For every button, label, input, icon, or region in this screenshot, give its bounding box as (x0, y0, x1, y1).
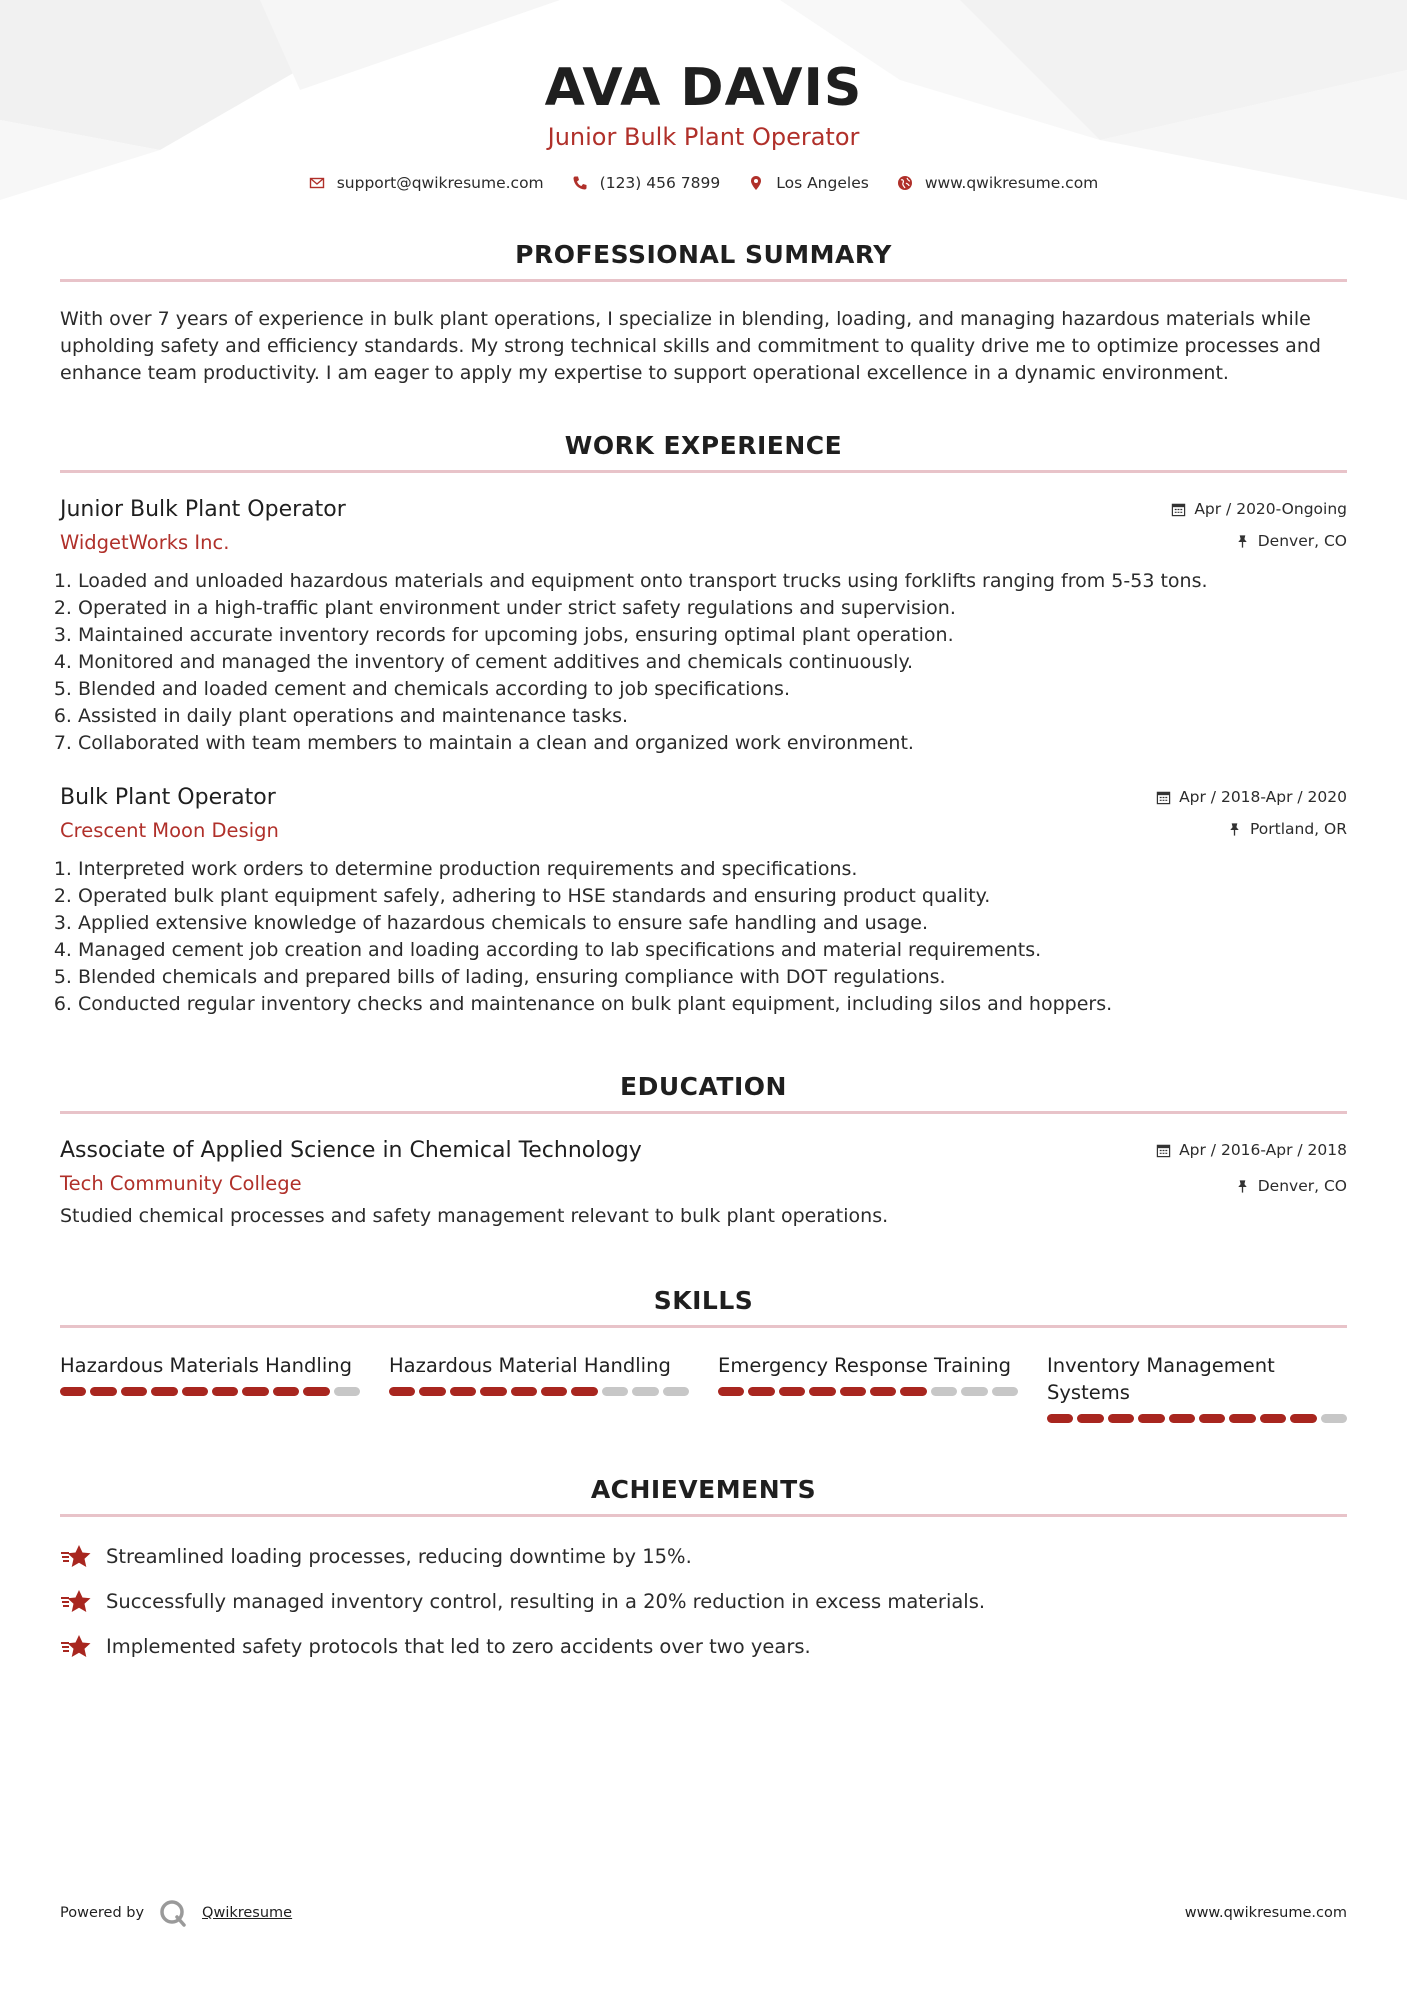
duty-item: 4. Managed cement job creation and loading according to lab specifications and material requirements. (78, 937, 1347, 964)
job-location: Denver, CO (1257, 532, 1347, 550)
contact-email[interactable] (309, 174, 544, 192)
job-entry (60, 495, 1347, 757)
skill-level-segment (748, 1387, 774, 1396)
skill-level-segment (992, 1387, 1018, 1396)
achievement-text: Streamlined loading processes, reducing downtime by 15%. (106, 1545, 692, 1568)
education-section (60, 1072, 1347, 1230)
skill-level-segment (1321, 1414, 1347, 1423)
skill-level-segment (1108, 1414, 1134, 1423)
skill-level-segment (1138, 1414, 1164, 1423)
calendar-icon (1171, 502, 1186, 517)
duty-item: 6. Conducted regular inventory checks and maintenance on bulk plant equipment, including silos and hoppers. (78, 991, 1347, 1018)
skill-level-segment (450, 1387, 476, 1396)
skill-level-segment (1169, 1414, 1195, 1423)
education-meta (1156, 1136, 1347, 1196)
star-icon (60, 1589, 92, 1615)
education-dates: Apr / 2016-Apr / 2018 (1179, 1141, 1347, 1159)
calendar-icon (1156, 790, 1171, 805)
job-duties (60, 568, 1347, 757)
job-title: Junior Bulk Plant Operator (60, 497, 346, 522)
email-text: support@qwikresume.com (336, 174, 544, 192)
education-entry (60, 1136, 1347, 1230)
website-text: www.qwikresume.com (924, 174, 1099, 192)
summary-section (60, 240, 1347, 387)
skill-name: Inventory Management Systems (1047, 1354, 1275, 1404)
contact-location (748, 174, 869, 192)
skill-level-segment (961, 1387, 987, 1396)
candidate-title: Junior Bulk Plant Operator (547, 123, 860, 151)
school-name: Tech Community College (60, 1172, 302, 1195)
powered-by-label: Powered by (60, 1905, 145, 1921)
achievement-item (60, 1543, 1347, 1571)
star-icon (60, 1634, 92, 1660)
duty-item: 1. Interpreted work orders to determine production requirements and specifications. (78, 856, 1347, 883)
achievements-section (60, 1475, 1347, 1661)
experience-heading: WORK EXPERIENCE (60, 431, 1347, 473)
skill-level-segment (182, 1387, 208, 1396)
skill-level-segment (1260, 1414, 1286, 1423)
duty-item: 3. Maintained accurate inventory records for upcoming jobs, ensuring optimal plant operation. (78, 622, 1347, 649)
skill-name: Hazardous Materials Handling (60, 1354, 352, 1377)
duty-item: 6. Assisted in daily plant operations and maintenance tasks. (78, 703, 1347, 730)
job-dates: Apr / 2018-Apr / 2020 (1179, 788, 1347, 806)
duty-item: 5. Blended and loaded cement and chemicals according to job specifications. (78, 676, 1347, 703)
job-title: Bulk Plant Operator (60, 785, 276, 810)
contact-bar (60, 174, 1347, 192)
duty-item: 1. Loaded and unloaded hazardous materials and equipment onto transport trucks using forklifts ranging from 5-53 tons. (78, 568, 1347, 595)
skill-level-bar (1047, 1414, 1347, 1423)
achievement-item (60, 1588, 1347, 1616)
contact-phone[interactable] (572, 174, 721, 192)
skill-level-segment (718, 1387, 744, 1396)
contact-website[interactable] (897, 174, 1098, 192)
skill-level-segment (480, 1387, 506, 1396)
skill-level-segment (1199, 1414, 1225, 1423)
skill-level-bar (60, 1387, 360, 1396)
skill-level-segment (1290, 1414, 1316, 1423)
skill-level-segment (151, 1387, 177, 1396)
duty-item: 4. Monitored and managed the inventory of cement additives and chemicals continuously. (78, 649, 1347, 676)
job-location: Portland, OR (1249, 820, 1347, 838)
skill-level-segment (303, 1387, 329, 1396)
achievements-list (60, 1543, 1347, 1661)
footer-website[interactable]: www.qwikresume.com (1184, 1905, 1347, 1921)
skill-item (718, 1352, 1018, 1423)
skills-section (60, 1286, 1347, 1423)
skill-level-segment (931, 1387, 957, 1396)
skill-level-segment (121, 1387, 147, 1396)
skill-level-segment (1077, 1414, 1103, 1423)
skill-item (1047, 1352, 1347, 1423)
star-icon (60, 1544, 92, 1570)
experience-section (60, 431, 1347, 1018)
achievement-text: Successfully managed inventory control, resulting in a 20% reduction in excess materials. (106, 1590, 986, 1613)
duty-item: 5. Blended chemicals and prepared bills of lading, ensuring compliance with DOT regulations. (78, 964, 1347, 991)
skill-level-segment (870, 1387, 896, 1396)
skill-level-segment (900, 1387, 926, 1396)
company-name: WidgetWorks Inc. (60, 531, 230, 554)
skills-heading: SKILLS (60, 1286, 1347, 1328)
powered-by (60, 1898, 292, 1928)
achievements-heading: ACHIEVEMENTS (60, 1475, 1347, 1517)
location-text: Los Angeles (776, 174, 869, 192)
skill-level-segment (1229, 1414, 1255, 1423)
skills-list (60, 1352, 1347, 1423)
pin-icon (1235, 1179, 1250, 1194)
skill-level-segment (840, 1387, 866, 1396)
summary-heading: PROFESSIONAL SUMMARY (60, 240, 1347, 282)
phone-text: (123) 456 7899 (599, 174, 721, 192)
company-name: Crescent Moon Design (60, 819, 279, 842)
skill-item (60, 1352, 360, 1423)
phone-icon (572, 175, 588, 191)
job-duties (60, 856, 1347, 1018)
page-footer (60, 1898, 1347, 1928)
skill-level-bar (718, 1387, 1018, 1396)
envelope-icon (309, 175, 325, 191)
skill-level-segment (663, 1387, 689, 1396)
duty-item: 3. Applied extensive knowledge of hazardous chemicals to ensure safe handling and usage. (78, 910, 1347, 937)
brand-link[interactable]: Qwikresume (202, 1905, 293, 1921)
skill-level-segment (90, 1387, 116, 1396)
resume-header (60, 0, 1347, 192)
globe-icon (897, 175, 913, 191)
skill-level-bar (389, 1387, 689, 1396)
skill-level-segment (602, 1387, 628, 1396)
education-location: Denver, CO (1257, 1177, 1347, 1195)
skill-item (389, 1352, 689, 1423)
skill-level-segment (541, 1387, 567, 1396)
skill-level-segment (511, 1387, 537, 1396)
candidate-name: AVA DAVIS (544, 58, 863, 118)
skill-level-segment (273, 1387, 299, 1396)
skill-level-segment (419, 1387, 445, 1396)
degree-title: Associate of Applied Science in Chemical Technology (60, 1138, 642, 1163)
pin-icon (1227, 822, 1242, 837)
skill-level-segment (632, 1387, 658, 1396)
skill-level-segment (389, 1387, 415, 1396)
achievement-text: Implemented safety protocols that led to zero accidents over two years. (106, 1635, 811, 1658)
skill-level-segment (779, 1387, 805, 1396)
skill-level-segment (571, 1387, 597, 1396)
qwikresume-logo-icon (158, 1898, 188, 1928)
skill-level-segment (1047, 1414, 1073, 1423)
skill-level-segment (60, 1387, 86, 1396)
summary-text: With over 7 years of experience in bulk plant operations, I specialize in blending, loading, and managing hazardous materials while upholding safety and efficiency standards. My strong technical skills and commitment to quality drive me to optimize processes and enhance team productivity. I am eager to apply my expertise to support operational excellence in a dynamic environment. (60, 308, 1321, 384)
skill-name: Hazardous Material Handling (389, 1354, 671, 1377)
job-meta (1171, 495, 1347, 551)
job-meta (1156, 783, 1347, 839)
skill-level-segment (334, 1387, 360, 1396)
skill-level-segment (212, 1387, 238, 1396)
skill-name: Emergency Response Training (718, 1354, 1011, 1377)
duty-item: 7. Collaborated with team members to maintain a clean and organized work environment. (78, 730, 1347, 757)
skill-level-segment (242, 1387, 268, 1396)
pin-icon (1235, 534, 1250, 549)
duty-item: 2. Operated in a high-traffic plant environment under strict safety regulations and supervision. (78, 595, 1347, 622)
duty-item: 2. Operated bulk plant equipment safely, adhering to HSE standards and ensuring product quality. (78, 883, 1347, 910)
job-dates: Apr / 2020-Ongoing (1194, 500, 1347, 518)
achievement-item (60, 1633, 1347, 1661)
map-marker-icon (748, 175, 764, 191)
job-entry (60, 783, 1347, 1018)
skill-level-segment (809, 1387, 835, 1396)
education-description: Studied chemical processes and safety management relevant to bulk plant operations. (60, 1205, 889, 1227)
calendar-icon (1156, 1143, 1171, 1158)
education-heading: EDUCATION (60, 1072, 1347, 1114)
